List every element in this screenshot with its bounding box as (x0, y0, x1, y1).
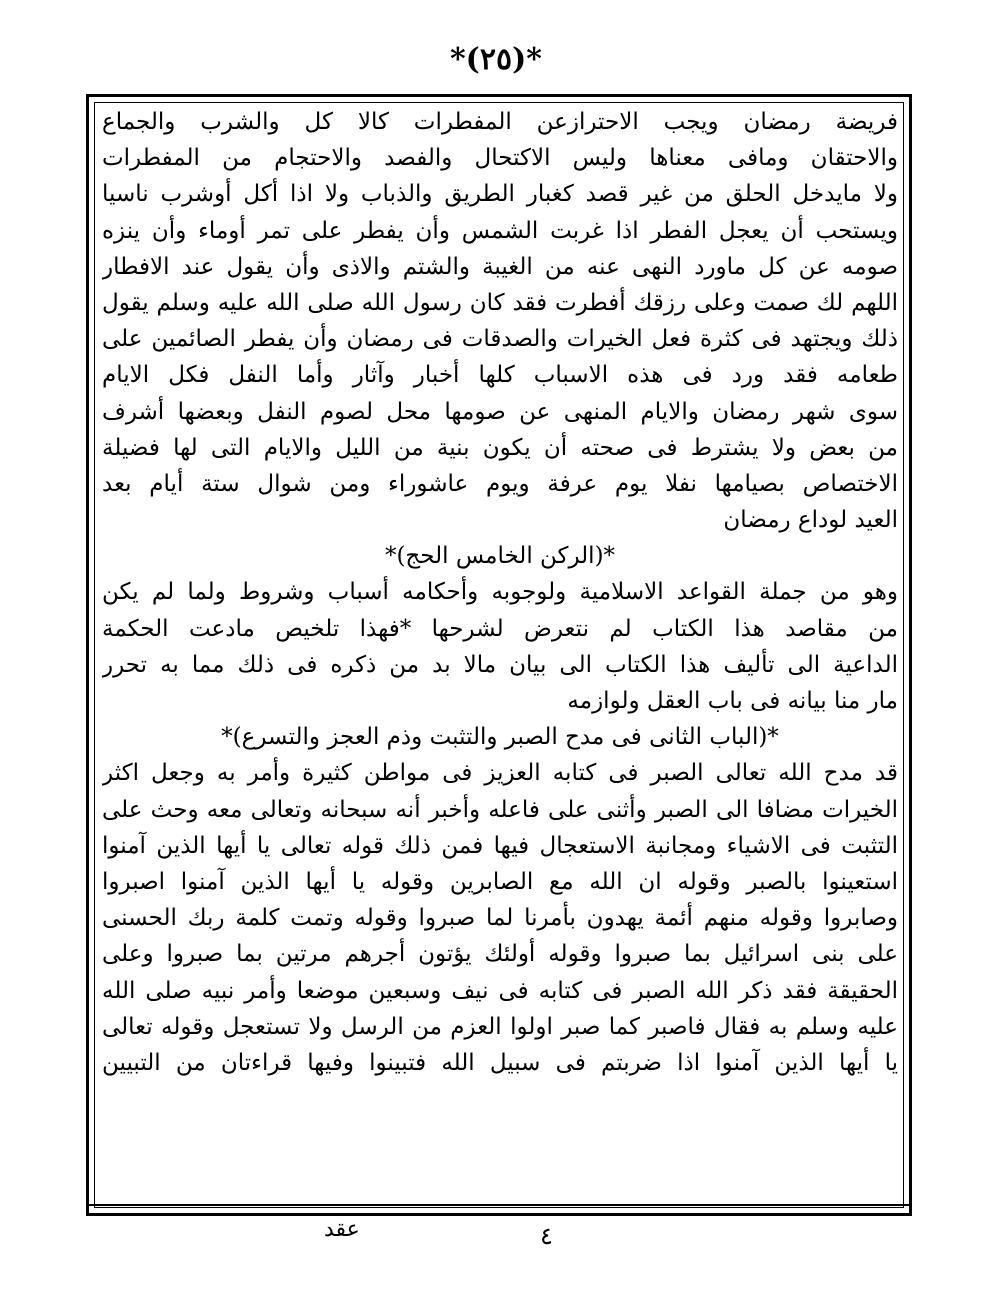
text-line: وهو من جملة القواعد الاسلامية ولوجوبه وأحكامه أسباب وشروط ولما لم يكن (102, 579, 898, 606)
text-line: ولا مايدخل الحلق من غير قصد كغبار الطريق والذباب ولا اذا أكل أوشرب ناسيا (102, 181, 898, 208)
page-number: *(٢٥)* (449, 42, 542, 77)
bottom-rule (86, 1204, 912, 1206)
footer-sheet-number: ٤ (540, 1222, 553, 1250)
footer-signature: عقد (324, 1217, 360, 1242)
text-line: وصابروا وقوله منهم أئمة يهدون بأمرنا لما صبروا وقوله وتمت كلمة ربك الحسنى (102, 905, 898, 932)
text-line: الحقيقة فقد ذكر الله الصبر فى كتابه فى نيف وسبعين موضعا وأمر نبيه صلى الله (102, 977, 898, 1004)
text-line: استعينوا بالصبر وقوله ان الله مع الصابرين وقوله يا أيها الذين آمنوا اصبروا (102, 868, 898, 895)
text-line: الخيرات مضافا الى الصبر وأثنى على فاعله وأخبر أنه سبحانه وتعالى معه وحث على (102, 796, 898, 823)
text-line: ذلك ويجتهد فى كثرة فعل الخيرات والصدقات فى رمضان وأن يفطر الصائمين على (102, 326, 898, 353)
text-line: من بعض ولا يشترط فى صحته أن يكون بنية من الليل والايام التى لها فضيلة (102, 434, 898, 461)
text-line: ويستحب أن يعجل الفطر اذا غربت الشمس وأن يفطر على تمر أوماء وأن ينزه (102, 217, 898, 244)
text-line: الداعية الى تأليف هذا الكتاب الى بيان مالا بد من ذكره فى ذلك مما به تحرر (102, 651, 898, 678)
text-line: والاحتقان ومافى معناها وليس الاكتحال والفصد والاحتجام من المفطرات (102, 145, 898, 172)
text-line: من مقاصد هذا الكتاب لم نتعرض لشرحها *فهذا تلخيص مادعت الحكمة (102, 615, 898, 642)
text-line: العيد لوداع رمضان (723, 507, 898, 534)
text-line: قد مدح الله تعالى الصبر فى كتابه العزيز فى مواطن كثيرة وأمر به وجعل اكثر (102, 760, 898, 787)
text-line: اللهم لك صمت وعلى رزقك أفطرت فقد كان رسول الله صلى الله عليه وسلم يقول (102, 289, 898, 316)
text-line: مار منا بيانه فى باب العقل ولوازمه (567, 688, 898, 714)
text-line: يا أيها الذين آمنوا اذا ضربتم فى سبيل الله فتبينوا وفيها قراءتان من التبيين (102, 1049, 898, 1076)
section-heading-hajj: *(الركن الخامس الحج)* (384, 543, 616, 570)
text-line: فريضة رمضان ويجب الاحترازعن المفطرات كالا كل والشرب والجماع (102, 109, 898, 135)
text-line: التثبت فى الاشياء ومجانبة الاستعجال فيها فمن ذلك قوله تعالى يا أيها الذين آمنوا (102, 832, 898, 859)
text-line: على بنى اسرائيل بما صبروا وقوله أولئك يؤتون أجرهم مرتين بما صبروا وعلى (102, 941, 898, 968)
text-line: الاختصاص بصيامها نفلا يوم عرفة ويوم عاشوراء ومن شوال ستة أيام بعد (102, 470, 898, 497)
text-line: طعامه فقد ورد فى هذه الاسباب كلها أخبار وآثار وأما النفل فكل الايام (102, 362, 898, 389)
section-heading-chapter-two: *(الباب الثانى فى مدح الصبر والتثبت وذم العجز والتسرع)* (221, 724, 779, 751)
main-text (102, 104, 898, 1081)
text-line: سوى شهر رمضان والايام المنهى عن صومها محل لصوم النفل وبعضها أشرف (102, 398, 898, 425)
text-line: عليه وسلم به فقال فاصبر كما صبر اولوا العزم من الرسل ولا تستعجل وقوله تعالى (102, 1013, 898, 1040)
text-line: صومه عن كل ماورد النهى عنه من الغيبة والشتم والاذى وأن يقول عند الافطار (102, 253, 898, 280)
